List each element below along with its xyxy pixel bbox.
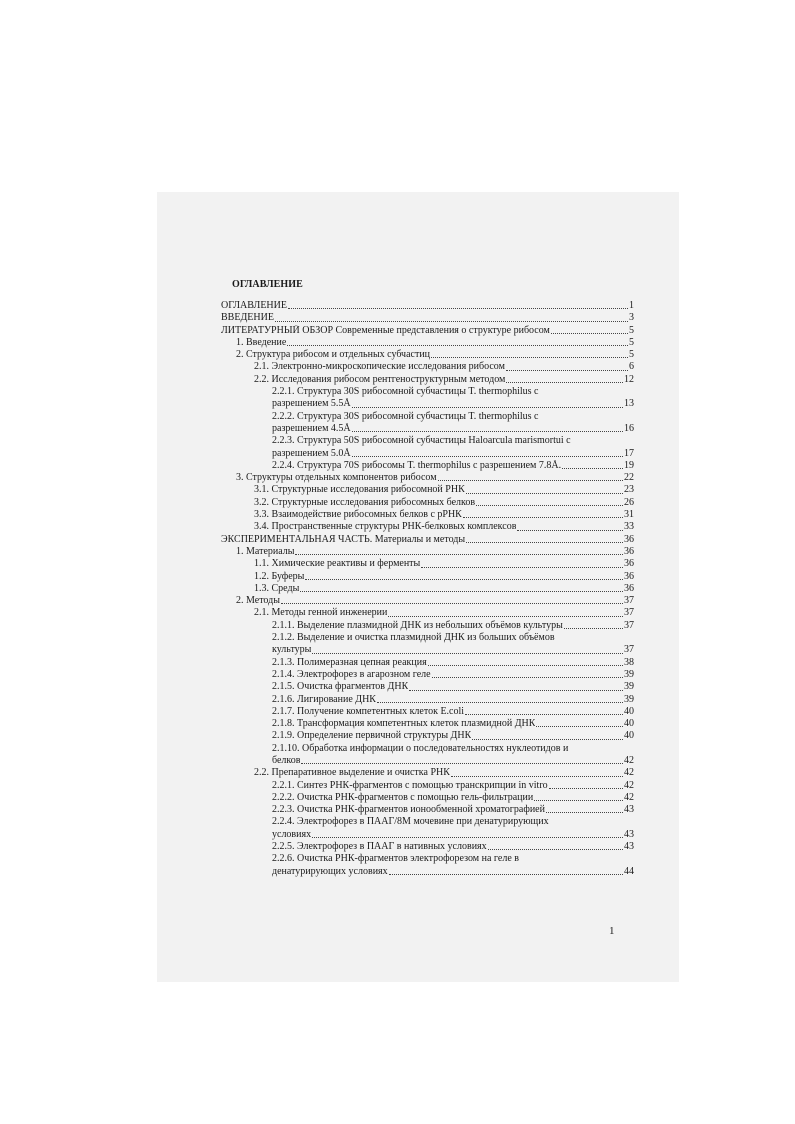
leader-dots (301, 763, 623, 764)
toc-entry[interactable] (221, 571, 634, 583)
toc-page-number: 12 (624, 373, 634, 385)
toc-entry[interactable] (221, 349, 634, 361)
toc-page-number: 36 (624, 570, 634, 582)
toc-page-number: 43 (624, 828, 634, 840)
toc-entry-title: 1. Материалы (236, 545, 295, 557)
toc-page-number: 31 (624, 509, 634, 521)
leader-dots (472, 739, 623, 740)
toc-entry-line2: разрешением 4.5Å (272, 422, 351, 434)
toc-page-number: 44 (624, 865, 634, 877)
toc-entry[interactable] (221, 657, 634, 669)
toc-entry[interactable] (221, 730, 634, 742)
toc-entry-title: 2.1. Методы генной инженерии (254, 607, 388, 619)
leader-dots (275, 321, 628, 322)
toc-page-number: 38 (624, 656, 634, 668)
toc-entry-title: 2.1.3. Полимеразная цепная реакция (272, 656, 427, 668)
toc-entry-title: 2.2. Препаративное выделение и очистка РНК (254, 767, 450, 779)
leader-dots (352, 456, 623, 457)
toc-entry[interactable] (221, 435, 634, 460)
toc-entry[interactable] (221, 312, 634, 324)
toc-entry-title: 2.1.7. Получение компетентных клеток E.coli (272, 705, 465, 717)
toc-entry-line1: 2.2.2. Структура 30S рибосомной субчастицы T. thermophilus с (272, 410, 539, 422)
toc-entry-title: 1.3. Среды (254, 582, 300, 594)
toc-page-number: 33 (624, 521, 634, 533)
toc-page-number: 5 (629, 336, 634, 348)
toc-entry[interactable] (221, 841, 634, 853)
toc-entry[interactable] (221, 534, 634, 546)
toc-entry-title: 2.2.4. Структура 70S рибосомы T. thermophilus с разрешением 7.8Å. (272, 459, 562, 471)
toc-page-number: 6 (629, 361, 634, 373)
toc-entry[interactable] (221, 669, 634, 681)
toc-entry[interactable] (221, 718, 634, 730)
leader-dots (506, 382, 623, 383)
leader-dots (409, 690, 623, 691)
leader-dots (288, 308, 628, 309)
toc-page-number: 5 (629, 349, 634, 361)
toc-entry-line2: культуры (272, 644, 312, 656)
toc-page-number: 42 (624, 779, 634, 791)
leader-dots (287, 345, 628, 346)
leader-dots (506, 370, 628, 371)
toc-entry[interactable] (221, 816, 634, 841)
toc-entry-line1: 2.1.2. Выделение и очистка плазмидной ДНК из больших объёмов (272, 632, 555, 644)
toc-entry-title: 2.2. Исследования рибосом рентгеноструктурным методом (254, 373, 506, 385)
leader-dots (352, 407, 623, 408)
toc-entry[interactable] (221, 853, 634, 878)
toc-page-number: 22 (624, 472, 634, 484)
toc-entry-title: ОГЛАВЛЕНИЕ (221, 300, 287, 311)
toc-entry[interactable] (221, 583, 634, 595)
leader-dots (281, 603, 623, 604)
leader-dots (389, 874, 623, 875)
toc-entry-line1: 2.2.4. Электрофорез в ПААГ/8М мочевине при денатурирующих (272, 816, 549, 828)
toc-entry[interactable] (221, 411, 634, 436)
toc-entry[interactable] (221, 694, 634, 706)
toc-heading: ОГЛАВЛЕНИЕ (232, 279, 303, 290)
leader-dots (488, 849, 623, 850)
toc-entry-title: 2.1. Электронно-микроскопические исследования рибосом (254, 361, 505, 373)
toc-page-number: 1 (629, 300, 634, 311)
toc-page-number: 42 (624, 767, 634, 779)
leader-dots (431, 357, 628, 358)
toc-entry-line2: разрешением 5.5Å (272, 398, 351, 410)
toc-entry[interactable] (221, 792, 634, 804)
toc-entry[interactable] (221, 374, 634, 386)
toc-page-number: 37 (624, 595, 634, 607)
toc-entry[interactable] (221, 484, 634, 496)
toc-entry-title: ЭКСПЕРИМЕНТАЛЬНАЯ ЧАСТЬ. Материалы и методы (221, 533, 466, 545)
toc-page-number: 42 (624, 754, 634, 766)
toc-entry[interactable] (221, 804, 634, 816)
toc-entry[interactable] (221, 472, 634, 484)
toc-entry-title: 2.1.9. Определение первичной структуры ДНК (272, 730, 472, 742)
toc-entry-line2: белков (272, 754, 301, 766)
toc-entry-title: 1.2. Буферы (254, 570, 305, 582)
toc-entry[interactable] (221, 460, 634, 472)
table-of-contents (221, 300, 634, 878)
leader-dots (438, 480, 623, 481)
toc-page-number: 5 (629, 324, 634, 336)
toc-entry[interactable] (221, 325, 634, 337)
toc-page-number: 40 (624, 718, 634, 730)
toc-entry[interactable] (221, 558, 634, 570)
toc-page-number: 36 (624, 558, 634, 570)
toc-page-number: 36 (624, 582, 634, 594)
toc-entry-line1: 2.2.6. Очистка РНК-фрагментов электрофорезом на геле в (272, 853, 519, 865)
leader-dots (305, 579, 623, 580)
page-number: 1 (609, 925, 615, 937)
leader-dots (388, 616, 623, 617)
leader-dots (564, 628, 623, 629)
toc-page-number: 39 (624, 681, 634, 693)
toc-page-number: 23 (624, 484, 634, 496)
toc-entry-title: 3.3. Взаимодействие рибосомных белков с рРНК (254, 509, 462, 521)
toc-entry-title: 2.1.5. Очистка фрагментов ДНК (272, 681, 409, 693)
toc-page-number: 40 (624, 705, 634, 717)
toc-entry-title: 2. Структура рибосом и отдельных субчастиц (236, 349, 431, 361)
leader-dots (432, 677, 623, 678)
toc-entry-title: 2.2.2. Очистка РНК-фрагментов с помощью гель-фильтрации (272, 791, 534, 803)
toc-entry-title: 2.1.6. Лигирование ДНК (272, 693, 376, 705)
toc-entry[interactable] (221, 743, 634, 768)
toc-entry-title: 1. Введение (236, 336, 287, 348)
leader-dots (466, 493, 623, 494)
toc-entry[interactable] (221, 706, 634, 718)
leader-dots (476, 505, 623, 506)
leader-dots (549, 788, 623, 789)
leader-dots (463, 517, 623, 518)
toc-entry-title: 2.1.4. Электрофорез в агарозном геле (272, 668, 431, 680)
toc-entry[interactable] (221, 632, 634, 657)
toc-entry-title: ВВЕДЕНИЕ (221, 312, 274, 324)
leader-dots (465, 714, 623, 715)
toc-entry-title: 2. Методы (236, 595, 280, 607)
toc-entry-title: 2.2.1. Синтез РНК-фрагментов с помощью транскрипции in vitro (272, 779, 548, 791)
toc-page-number: 43 (624, 841, 634, 853)
leader-dots (300, 591, 623, 592)
toc-entry-title: 2.1.8. Трансформация компетентных клеток плазмидной ДНК (272, 718, 536, 730)
toc-entry[interactable] (221, 546, 634, 558)
toc-page-number: 3 (629, 312, 634, 324)
toc-entry-title: 2.2.5. Электрофорез в ПААГ в нативных условиях (272, 841, 487, 853)
toc-entry[interactable] (221, 361, 634, 373)
toc-entry-line2: денатурирующих условиях (272, 865, 388, 877)
toc-entry-line2: условиях (272, 828, 312, 840)
leader-dots (466, 542, 623, 543)
toc-page-number: 42 (624, 791, 634, 803)
toc-page-number: 17 (624, 447, 634, 459)
toc-entry[interactable] (221, 521, 634, 533)
toc-entry-title: 3.4. Пространственные структуры РНК-белковых комплексов (254, 521, 517, 533)
toc-entry[interactable] (221, 595, 634, 607)
leader-dots (534, 800, 623, 801)
leader-dots (517, 530, 623, 531)
leader-dots (536, 726, 623, 727)
toc-entry[interactable] (221, 386, 634, 411)
toc-entry-title: 3.2. Структурные исследования рибосомных белков (254, 496, 476, 508)
toc-page-number: 26 (624, 496, 634, 508)
toc-entry-line2: разрешением 5.0Å (272, 447, 351, 459)
toc-page-number: 37 (624, 607, 634, 619)
toc-entry-title: 2.2.3. Очистка РНК-фрагментов ионообменной хроматографией (272, 804, 545, 816)
toc-entry[interactable] (221, 300, 634, 312)
toc-entry-line1: 2.2.1. Структура 30S рибосомной субчастицы T. thermophilus с (272, 386, 539, 398)
toc-entry[interactable] (221, 607, 634, 619)
leader-dots (551, 333, 628, 334)
leader-dots (352, 431, 623, 432)
toc-page-number: 37 (624, 619, 634, 631)
toc-entry[interactable] (221, 497, 634, 509)
toc-entry[interactable] (221, 337, 634, 349)
leader-dots (312, 653, 623, 654)
toc-entry-title: 1.1. Химические реактивы и ферменты (254, 558, 421, 570)
toc-page-number: 36 (624, 545, 634, 557)
toc-entry[interactable] (221, 620, 634, 632)
leader-dots (562, 468, 623, 469)
toc-entry-title: 3.1. Структурные исследования рибосомной РНК (254, 484, 465, 496)
toc-page-number: 36 (624, 533, 634, 545)
leader-dots (428, 665, 623, 666)
toc-entry-line1: 2.2.3. Структура 50S рибосомной субчастицы Haloarcula marismortui с (272, 435, 571, 447)
leader-dots (312, 837, 623, 838)
toc-page-number: 37 (624, 644, 634, 656)
toc-entry-title: ЛИТЕРАТУРНЫЙ ОБЗОР Современные представления о структуре рибосом (221, 324, 550, 336)
leader-dots (295, 554, 623, 555)
leader-dots (377, 702, 623, 703)
leader-dots (546, 812, 623, 813)
leader-dots (451, 776, 623, 777)
toc-entry[interactable] (221, 780, 634, 792)
toc-page-number: 19 (624, 459, 634, 471)
toc-entry-line1: 2.1.10. Обработка информации о последовательностях нуклеотидов и (272, 742, 569, 754)
toc-page-number: 40 (624, 730, 634, 742)
toc-page-number: 16 (624, 422, 634, 434)
toc-page-number: 39 (624, 693, 634, 705)
toc-page-number: 39 (624, 668, 634, 680)
toc-entry-title: 3. Структуры отдельных компонентов рибосом (236, 472, 437, 484)
toc-page-number: 43 (624, 804, 634, 816)
toc-entry-title: 2.1.1. Выделение плазмидной ДНК из небольших объёмов культуры (272, 619, 563, 631)
toc-entry[interactable] (221, 681, 634, 693)
toc-page-number: 13 (624, 398, 634, 410)
toc-entry[interactable] (221, 767, 634, 779)
toc-entry[interactable] (221, 509, 634, 521)
leader-dots (421, 567, 623, 568)
